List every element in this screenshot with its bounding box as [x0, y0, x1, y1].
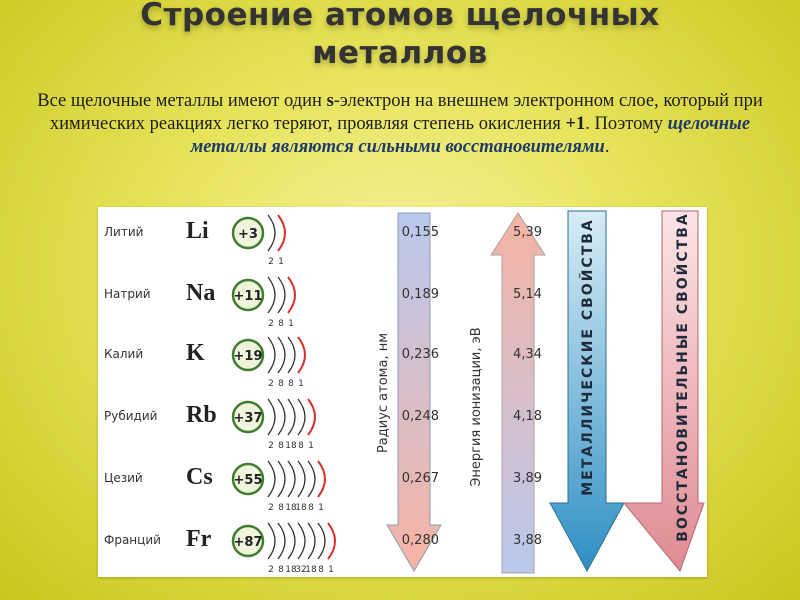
shell-electron-count: 18: [305, 565, 317, 575]
slide-title: [0, 0, 800, 72]
electron-shell: [288, 277, 295, 313]
element-symbol: Na: [186, 280, 216, 306]
electron-shell: [318, 523, 325, 559]
reducing-arrow: [624, 211, 704, 571]
reducing-properties-label: ВОССТАНОВИТЕЛЬНЫЕ СВОЙСТВА: [675, 212, 691, 542]
atomic-radius-value: 0,236: [401, 347, 439, 362]
shell-electron-count: 2: [268, 379, 274, 389]
electron-shell: [278, 399, 285, 435]
electron-shell: [318, 461, 325, 497]
intro-part-2: -электрон на внешнем электронном слое, который при химических реакциях легко теряют, проявляя степень окисления: [49, 91, 763, 134]
intro-paragraph: [30, 90, 770, 159]
shell-electron-count: 8: [308, 503, 314, 513]
electron-shell: [288, 399, 295, 435]
radius-arrow: [387, 213, 441, 571]
shell-electron-count: 2: [268, 257, 274, 267]
title-line-1: Строение атомов щелочных: [140, 0, 660, 33]
electron-shell: [288, 523, 295, 559]
electron-shell: [278, 461, 285, 497]
element-symbol: Fr: [186, 526, 212, 552]
electron-shell: [268, 523, 275, 559]
shell-electron-count: 1: [328, 565, 334, 575]
shell-electron-count: 18: [285, 565, 297, 575]
shell-electron-count: 8: [278, 441, 284, 451]
ionization-energy-value: 5,39: [513, 225, 542, 240]
shell-electron-count: 8: [298, 441, 304, 451]
ionization-energy-value: 4,18: [513, 409, 542, 424]
shell-electron-count: 8: [278, 503, 284, 513]
shell-electron-count: 8: [288, 379, 294, 389]
intro-part-1: Все щелочные металлы имеют один: [37, 91, 327, 111]
nucleus-charge: +19: [233, 349, 263, 364]
shell-electron-count: 1: [318, 503, 324, 513]
electron-shell: [268, 277, 275, 313]
electron-shell: [288, 461, 295, 497]
electron-shell: [298, 461, 305, 497]
metallic-properties-label: МЕТАЛЛИЧЕСКИЕ СВОЙСТВА: [580, 218, 596, 496]
ionization-energy-value: 3,89: [513, 471, 542, 486]
atomic-radius-value: 0,248: [401, 409, 439, 424]
nucleus-charge: +3: [238, 227, 258, 242]
atomic-radius-value: 0,267: [401, 471, 439, 486]
shell-electron-count: 18: [285, 441, 297, 451]
nucleus-charge: +37: [233, 411, 263, 426]
nucleus-charge: +87: [233, 535, 263, 550]
intro-oxidation: +1: [565, 114, 586, 134]
ionization-energy-value: 4,34: [513, 347, 542, 362]
title-line-2: металлов: [312, 35, 488, 71]
ionization-energy-value: 5,14: [513, 287, 542, 302]
shell-electron-count: 2: [268, 565, 274, 575]
shell-electron-count: 32: [295, 565, 307, 575]
electron-shell: [278, 277, 285, 313]
electron-shell: [278, 523, 285, 559]
shell-electron-count: 1: [288, 319, 294, 329]
atomic-radius-value: 0,189: [401, 287, 439, 302]
ionization-axis-label: Энергия ионизации, эВ: [469, 327, 484, 487]
element-name: Рубидий: [104, 409, 158, 423]
shell-electron-count: 8: [318, 565, 324, 575]
table-graphics: [98, 207, 707, 577]
intro-part-4: .: [604, 137, 610, 157]
electron-shell: [268, 215, 275, 251]
electron-shell: [308, 399, 315, 435]
shell-electron-count: 1: [308, 441, 314, 451]
intro-s: s: [326, 91, 334, 111]
electron-shell: [268, 399, 275, 435]
shell-electron-count: 8: [278, 379, 284, 389]
element-symbol: K: [186, 340, 205, 366]
radius-axis-label: Радиус атома, нм: [376, 332, 391, 454]
element-symbol: Rb: [186, 402, 217, 428]
electron-shell: [268, 461, 275, 497]
atomic-radius-value: 0,155: [401, 225, 439, 240]
electron-shell: [308, 461, 315, 497]
shell-electron-count: 2: [268, 441, 274, 451]
nucleus-charge: +11: [233, 289, 263, 304]
electron-shell: [278, 337, 285, 373]
ionization-energy-value: 3,88: [513, 533, 542, 548]
electron-shell: [278, 215, 285, 251]
shell-electron-count: 2: [268, 503, 274, 513]
shell-electron-count: 18: [295, 503, 307, 513]
electron-shell: [268, 337, 275, 373]
electron-shell: [298, 337, 305, 373]
element-symbol: Li: [186, 218, 209, 244]
nucleus-charge: +55: [233, 473, 263, 488]
element-symbol: Cs: [186, 464, 213, 490]
shell-electron-count: 8: [278, 565, 284, 575]
element-name: Натрий: [104, 287, 151, 301]
ionization-arrow: [491, 213, 545, 573]
atomic-radius-value: 0,280: [401, 533, 439, 548]
shell-electron-count: 18: [285, 503, 297, 513]
element-name: Франций: [104, 533, 161, 547]
element-name: Цезий: [104, 471, 143, 485]
alkali-metals-table: [98, 207, 707, 577]
shell-electron-count: 8: [278, 319, 284, 329]
intro-emphasis: щелочные металлы являются сильными восстановителями: [190, 114, 751, 157]
intro-part-3: . Поэтому: [585, 114, 668, 134]
electron-shell: [288, 337, 295, 373]
electron-shell: [298, 399, 305, 435]
electron-shell: [328, 523, 335, 559]
element-name: Литий: [104, 225, 144, 239]
shell-electron-count: 1: [278, 257, 284, 267]
electron-shell: [298, 523, 305, 559]
electron-shell: [308, 523, 315, 559]
shell-electron-count: 1: [298, 379, 304, 389]
shell-electron-count: 2: [268, 319, 274, 329]
element-name: Калий: [104, 347, 144, 361]
